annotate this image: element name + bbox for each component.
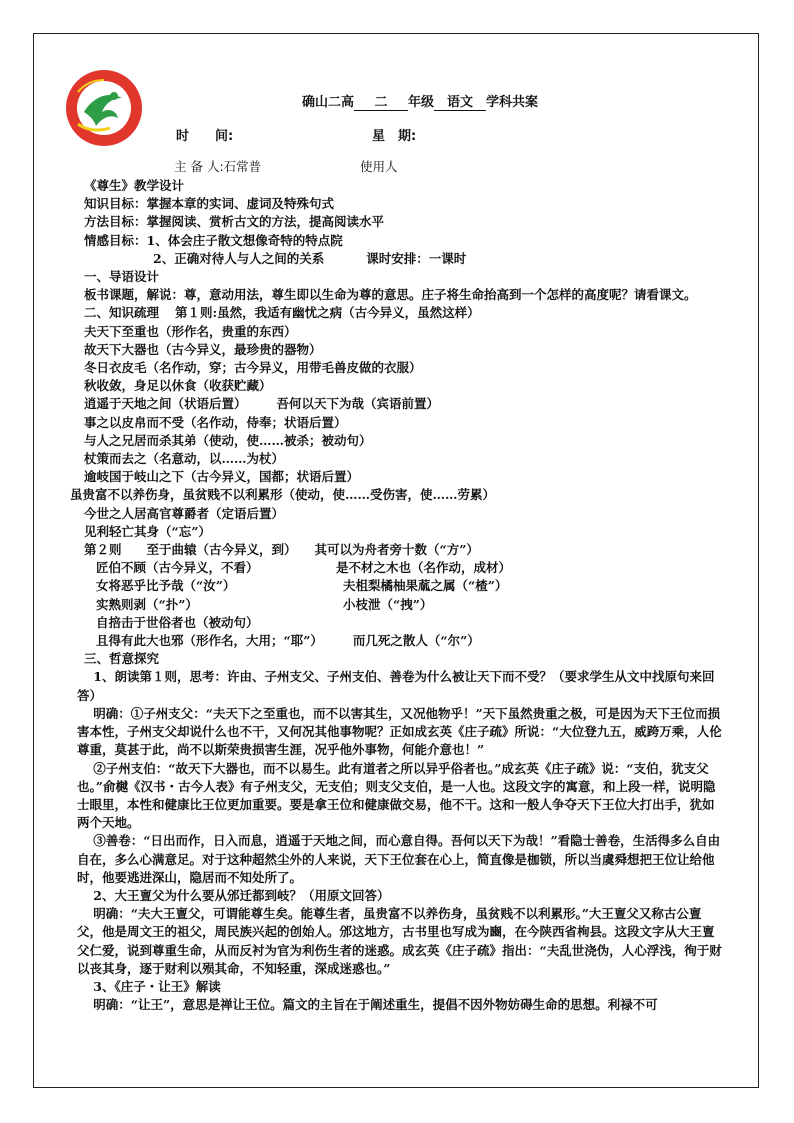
document-body: [70, 177, 726, 1014]
answer-1-c: ③善卷：“日出而作，日入而息，逍遥于天地之间，而心意自得。吾何以天下为哉！”看隐士善卷，生活得多么自由自在，多么心满意足。对于这种超然尘外的人来说，天下王位套在心上，简直像是枷锁，所以当虞舜想把王位让给他时，他要逃进深山，隐居而不知处所了。: [77, 833, 721, 885]
answer-2: 明确：“夫大王亶父，可谓能尊生矣。能尊生者，虽贵富不以养伤身，虽贫贱不以利累形。”大王亶父又称古公亶父，他是周文王的祖父，周民族兴起的创始人。邠这地方，古书里也写成为豳，在今陕西省栒县。这段文字从大王亶父仁爱，说到尊重生命，从而反衬为官为利伤生者的迷惑。成玄英《庄子疏》指出：“夫乱世浇伪，人心浮浅，徇于财以丧其身，逐于财利以殒其命，不知轻重，深成迷惑也。”: [77, 906, 722, 976]
answer-3: 明确：“让王”，意思是禅让王位。篇文的主旨在于阐述重生，提倡不因外物妨碍生命的思想。利禄不可: [93, 997, 658, 1013]
note-text: 且得有此大也邪（形作名，大用；“耶”）: [96, 633, 323, 649]
note-line: [84, 596, 726, 614]
method-goal: 方法目标：掌握阅读、赏析古文的方法，提高阅读水平: [84, 214, 385, 230]
knowledge-heading-text: 二、知识疏理: [84, 305, 160, 321]
note-text: 逍遥于天地之间（状语后置）: [84, 396, 247, 412]
note-line: 与人之兄居而杀其弟（使动，使……被杀；被动句）: [84, 432, 372, 448]
subject-value: 语文: [434, 91, 486, 111]
note-line: [84, 541, 726, 559]
doc-title: 《尊生》教学设计: [84, 178, 185, 193]
question-1: 1、朗读第１则，思考：许由、子州支父、子州支伯、善卷为什么被让天下而不受？（要求学生从文中找原句来回答）: [77, 669, 715, 703]
class-hours: 课时安排：一课时: [366, 250, 467, 266]
school-emblem-icon: [64, 68, 144, 148]
passage-1-first: 第１则:虽然，我适有幽忧之病（古今异义，虽然这样）: [175, 305, 480, 321]
answer-1-a: 明确：①子州支父：“夫天下之至重也，而不以害其生，又况他物乎！”天下虽然贵重之极，可是因为天下王位而损害本性，子州支父却说什么也不干，又何况其他事物呢？正如成玄英《庄子疏》所说：“大位登九五，威跨万乘，人伦尊重，莫甚于此，尚不以斯荣贵损害生涯，况乎他外事物，何能介意也！”: [77, 705, 722, 758]
note-text: 小枝泄（“拽”）: [343, 596, 433, 612]
note-line: 故天下大器也（古今异义，最珍贵的器物）: [84, 341, 322, 357]
note-line: 今世之人居高官尊爵者（定语后置）: [84, 505, 285, 521]
note-text: 是不材之木也（名作动，成材）: [336, 560, 512, 576]
note-text: 女将恶乎比予哉（“汝”）: [96, 578, 236, 594]
note-text: 实熟则剥（“扑”）: [96, 596, 198, 612]
emotion-goal-1: 情感目标：1、体会庄子散文想像奇特的特点院: [84, 232, 343, 248]
plan-suffix: 学科共案: [486, 95, 539, 110]
page-header-title: [302, 91, 538, 111]
passage-2-first: 第２则 至于曲辕（古今异义，到）: [84, 542, 297, 558]
section-intro-heading: 一、导语设计: [84, 269, 160, 285]
note-line: 见利轻亡其身（“忘”）: [84, 523, 211, 539]
note-line: 逾岐国于岐山之下（古今异义，国都；状语后置）: [84, 469, 360, 485]
intro-paragraph: 板书课题，解说：尊，意动用法，尊生即以生命为尊的意思。庄子将生命抬高到一个怎样的高度呢？请看课文。: [84, 287, 697, 303]
note-line: [84, 395, 726, 413]
knowledge-heading: [84, 304, 726, 322]
preparer: 主 备 人:石常普: [174, 159, 262, 174]
note-text: 其可以为舟者旁十数（“方”）: [314, 542, 479, 558]
note-line: [84, 559, 726, 577]
note-line: 事之以皮帛而不受（名作动，侍奉；状语后置）: [84, 414, 347, 430]
grade-suffix: 年级: [408, 95, 435, 110]
time-label: 时 间:: [176, 129, 234, 144]
question-2: 2、大王亶父为什么要从邠迁都到岐？（用原文回答）: [93, 887, 390, 903]
school-name: 确山二高: [302, 95, 355, 110]
answer-1-b: ②子州支伯：“故天下大器也，而不以易生。此有道者之所以异乎俗者也。”成玄英《庄子疏》说：“支伯，犹支父也。”俞樾《汉书・古今人表》有子州支父，无支伯；则支父支伯，是一人也。这段文字的寓意，和上段一样，说明隐士眼里，本性和健康比王位更加重要。要是拿王位和健康做交易，他不干。这和一般人争夺天下王位大打出手，犹如两个天地。: [77, 760, 716, 831]
note-line: 冬日衣皮毛（名作动，穿；古今异义，用带毛兽皮做的衣服）: [84, 360, 422, 376]
note-line: [84, 632, 726, 650]
week-label: 星 期:: [372, 129, 417, 144]
note-text: 匠伯不顾（古今异义，不看）: [96, 560, 259, 576]
note-line: 杖策而去之（名意动，以……为杖）: [84, 451, 285, 467]
knowledge-goal: 知识目标：掌握本章的实词、虚词及特殊句式: [84, 196, 335, 212]
user-label: 使用人: [360, 159, 398, 174]
note-text: 而几死之散人（“尔”）: [352, 633, 480, 649]
question-3: 3、《庄子・让王》解读: [93, 978, 221, 994]
note-line: [84, 577, 726, 595]
note-line: 秋收敛，身足以休食（收获贮藏）: [84, 378, 272, 394]
emotion-goal-2: [84, 250, 726, 268]
note-line: 虽贵富不以养伤身，虽贫贱不以利累形（使动，使……受伤害，使……劳累）: [70, 487, 496, 503]
grade-value: 二: [354, 91, 408, 111]
note-line: 夫天下至重也（形作名，贵重的东西）: [84, 323, 297, 339]
note-text: 夫柤梨橘柚果蓏之属（“楂”）: [343, 578, 508, 594]
note-text: 吾何以天下为哉（宾语前置）: [276, 396, 440, 412]
preparer-line: [174, 157, 398, 175]
section-philosophy-heading: 三、哲意探究: [84, 651, 160, 667]
emotion-goal-2-text: 2、正确对待人与人之间的关系: [153, 250, 325, 266]
note-line: 自掊击于世俗者也（被动句）: [96, 614, 259, 630]
